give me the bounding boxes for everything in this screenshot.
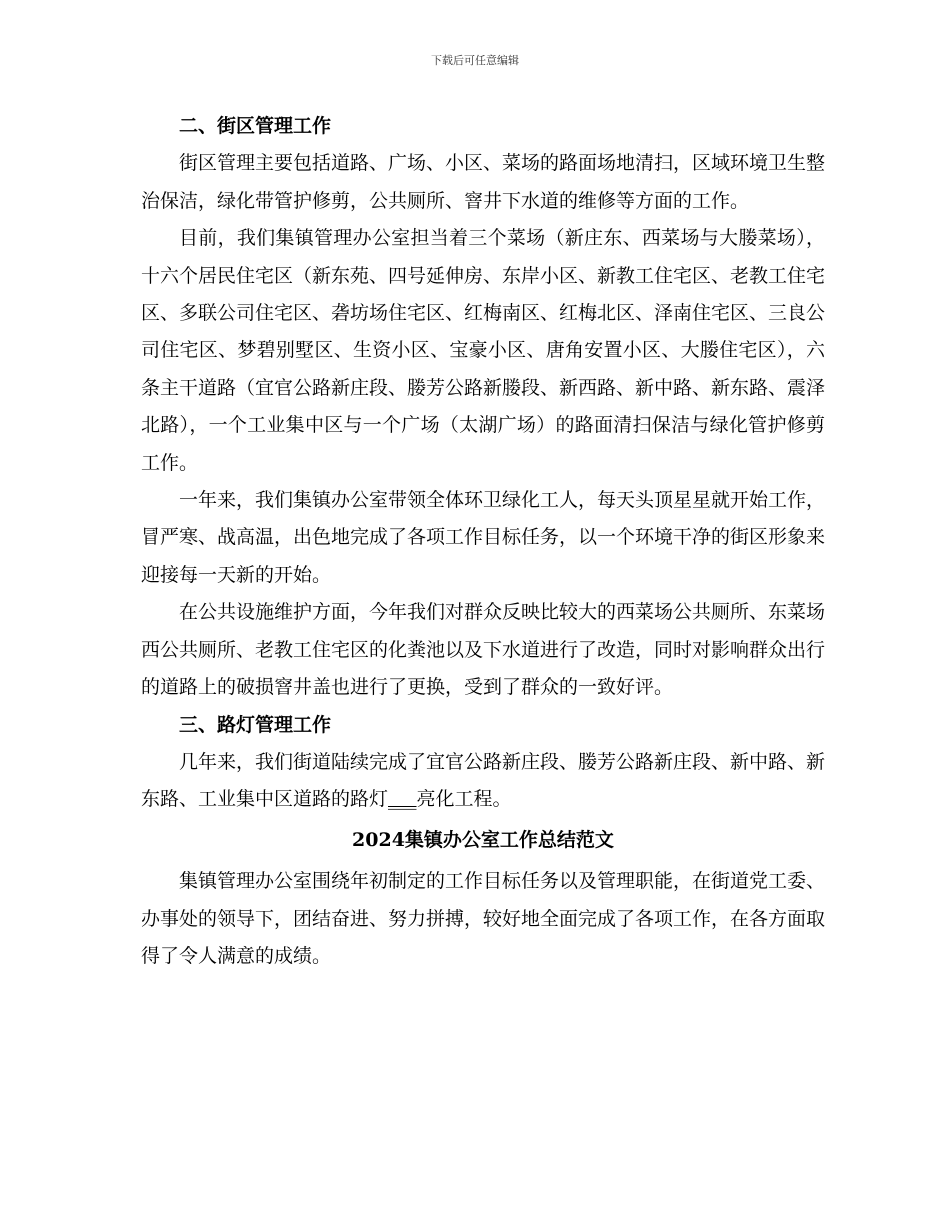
paragraph-text: 几年来，我们街道陆续完成了宜官公路新庄段、媵芳公路新庄段、新中路、新东路、工业集中区道路的路灯	[141, 750, 826, 811]
blank-fill: ___	[388, 788, 417, 811]
section-heading-street-management: 二、街区管理工作	[179, 115, 332, 137]
paragraph: 目前，我们集镇管理办公室担当着三个菜场（新庄东、西菜场与大媵菜场），十六个居民住宅区（新东苑、四号延伸房、东岸小区、新教工住宅区、老教工住宅区、多联公司住宅区、砻坊场住宅区、红梅南区、红梅北区、泽南住宅区、三良公司住宅区、梦碧别墅区、生资小区、宝豪小区、唐角安置小区、大媵住宅区），六条主干道路（宜官公路新庄段、媵芳公路新媵段、新西路、新中路、新东路、震泽北路），一个工业集中区与一个广场（太湖广场）的路面清扫保洁与绿化管护修剪工作。	[141, 227, 826, 474]
paragraph: 街区管理主要包括道路、广场、小区、菜场的路面场地清扫，区域环境卫生整治保洁，绿化带管护修剪，公共厕所、窨井下水道的维修等方面的工作。	[141, 152, 826, 212]
paragraph: 集镇管理办公室围绕年初制定的工作目标任务以及管理职能，在街道党工委、办事处的领导下，团结奋进、努力拼搏，较好地全面完成了各项工作，在各方面取得了令人满意的成绩。	[141, 870, 826, 967]
page-header-note: 下载后可任意编辑	[431, 54, 519, 67]
paragraph-text: 亮化工程。	[416, 788, 512, 811]
document-body	[141, 108, 825, 975]
document-title: 2024集镇办公室工作总结范文	[352, 828, 614, 851]
paragraph	[141, 744, 825, 819]
paragraph: 一年来，我们集镇办公室带领全体环卫绿化工人，每天头顶星星就开始工作，冒严寒、战高温，出色地完成了各项工作目标任务，以一个环境干净的街区形象来迎接每一天新的开始。	[141, 489, 826, 586]
paragraph: 在公共设施维护方面，今年我们对群众反映比较大的西菜场公共厕所、东菜场西公共厕所、老教工住宅区的化粪池以及下水道进行了改造，同时对影响群众出行的道路上的破损窨井盖也进行了更换，受到了群众的一致好评。	[141, 601, 826, 699]
section-heading-streetlight-management: 三、路灯管理工作	[179, 713, 332, 736]
